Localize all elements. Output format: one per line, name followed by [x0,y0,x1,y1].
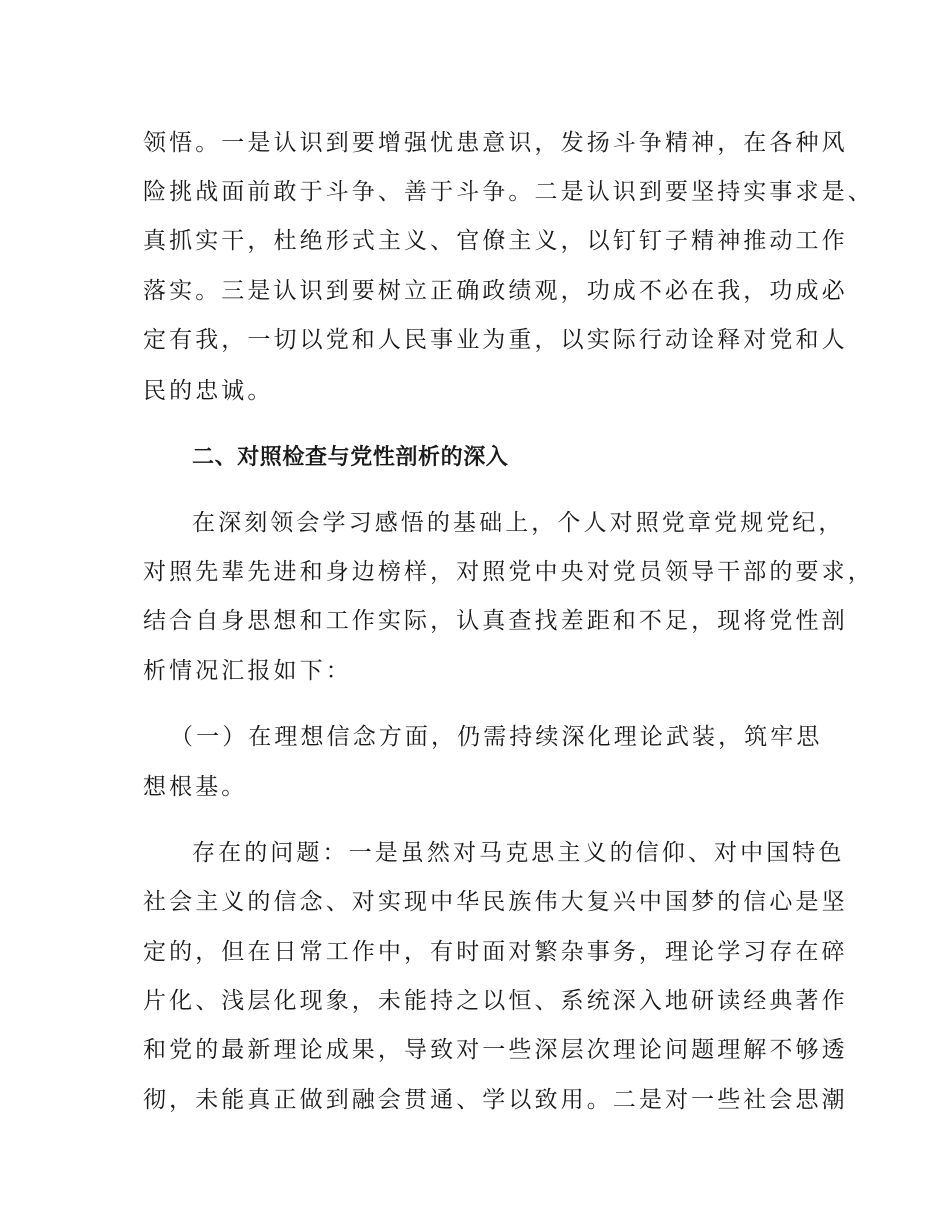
subsection-heading-continued: 想根基。 [143,774,248,800]
subsection-heading: （一）在理想信念方面，仍需持续深化理论武装，筑牢思 [170,724,823,750]
paragraph-line: 领悟。一是认识到要增强忧患意识，发扬斗争精神，在各种风 [143,130,848,156]
paragraph-line: 析情况汇报如下： [143,658,352,684]
section-heading: 二、对照检查与党性剖析的深入 [192,445,509,470]
paragraph-line: 存在的问题：一是虽然对马克思主义的信仰、对中国特色 [192,840,845,866]
paragraph-line: 真抓实干，杜绝形式主义、官僚主义，以钉钉子精神推动工作 [143,228,848,254]
paragraph-line: 彻，未能真正做到融会贯通、学以致用。二是对一些社会思潮 [143,1087,848,1113]
paragraph-line: 和党的最新理论成果，导致对一些深层次理论问题理解不够透 [143,1037,848,1063]
paragraph-line: 对照先辈先进和身边榜样，对照党中央对党员领导干部的要求， [143,559,874,585]
paragraph-line: 在深刻领会学习感悟的基础上，个人对照党章党规党纪， [192,510,845,536]
paragraph-line: 社会主义的信念、对实现中华民族伟大复兴中国梦的信心是坚 [143,889,848,915]
paragraph-line: 险挑战面前敢于斗争、善于斗争。二是认识到要坚持实事求是、 [143,179,874,205]
paragraph-line: 片化、浅层化现象，未能持之以恒、系统深入地研读经典著作 [143,988,848,1014]
paragraph-line: 落实。三是认识到要树立正确政绩观，功成不必在我，功成必 [143,278,848,304]
paragraph-line: 定有我，一切以党和人民事业为重，以实际行动诠释对党和人 [143,327,848,353]
paragraph-line: 结合自身思想和工作实际，认真查找差距和不足，现将党性剖 [143,608,848,634]
paragraph-line: 民的忠诚。 [143,378,274,404]
paragraph-line: 定的，但在日常工作中，有时面对繁杂事务，理论学习存在碎 [143,939,848,965]
